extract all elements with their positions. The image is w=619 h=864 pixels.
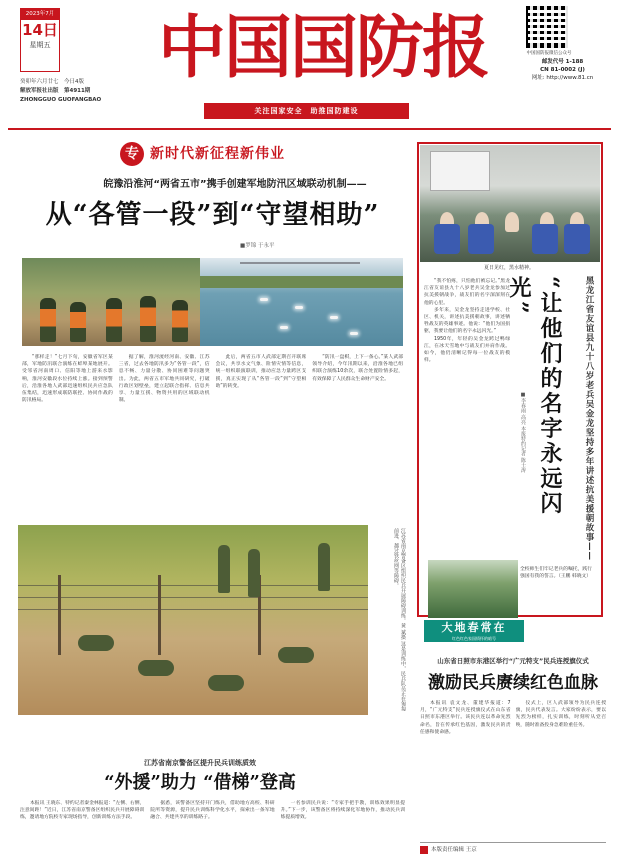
issue-weekday: 星期五 bbox=[29, 41, 51, 49]
training-photo-caption: 江苏省南京警备区组织民兵开展障碍训练。黄 斌摄 这是训练中，民兵队员正在匍匐前进、越过铁丝网等障碍。 bbox=[393, 528, 406, 712]
barbed-wire bbox=[18, 597, 368, 598]
feature-body bbox=[424, 278, 510, 568]
forest-photo bbox=[428, 560, 518, 618]
body-column: “防汛一盘棋，上下一条心。”某人武部领导介绍，今年汛期以来，沿淮各地已组织联合演练10余次，联合处置险情多起，有效保障了人民群众生命财产安全。 bbox=[312, 355, 403, 382]
edition-info bbox=[20, 78, 140, 105]
veteran-classroom-photo bbox=[420, 145, 600, 262]
body-column: 本报讯 袁文龙、董建华报道：7月，“广元特支”民兵连授旗仪式在山东省日照市东港区举行。该民兵连以革命先烈命名，旨在传承红色基因，激发民兵的责任感和使命感。 bbox=[420, 701, 511, 735]
publisher-line: 解放军报社出版 第4911期 bbox=[20, 88, 91, 94]
second-story-kicker: 江苏省南京警备区提升民兵训练质效 bbox=[144, 759, 256, 767]
feature-headline[interactable]: “让他们的名字永远闪光” bbox=[506, 276, 563, 517]
feature-closing: 全校师生们牢记老兵的嘱托，践行强国有我的誓言。（王鹏 韩晓文） bbox=[520, 567, 592, 580]
second-story-headline[interactable]: “外援”助力 “借梯”登高 bbox=[104, 772, 296, 793]
spring-banner-title: 大地春常在 bbox=[441, 621, 507, 634]
body-column: 此后，两省五市人武部定期召开联席会议，共享水文气象、险情灾情等信息，统一组织联演联训，推动应急力量跨区支援，真正实现了从“各管一段”到“守望相助”的转变。 bbox=[215, 355, 307, 389]
section-badge-icon: 专 bbox=[120, 142, 144, 166]
main-story-body bbox=[22, 354, 403, 472]
student-figure bbox=[468, 224, 494, 254]
soldier-figure bbox=[40, 298, 56, 342]
feature-kicker: 黑龙江省友谊县九十八岁老兵吴金龙坚持多年讲述抗美援朝故事—— bbox=[584, 276, 594, 561]
soldier-figure bbox=[106, 298, 122, 342]
masthead bbox=[8, 6, 611, 122]
soldier-figure bbox=[248, 549, 260, 597]
editor-credit: 本版责任编辑 王京 bbox=[431, 847, 477, 853]
crawling-soldier bbox=[78, 635, 114, 651]
issue-year-month: 2023年7月 bbox=[21, 9, 59, 20]
barbed-wire bbox=[18, 609, 368, 610]
fence-post bbox=[58, 575, 61, 655]
postal-code: 邮发代号 1-188 bbox=[541, 59, 584, 65]
soldier-figure bbox=[140, 296, 156, 342]
crawling-soldier bbox=[278, 647, 314, 663]
veteran-figure bbox=[505, 212, 519, 232]
body-column: 据了解，淮河流经河南、安徽、江苏三省，过去各地防汛多为“各管一段”，信息不畅、力量分散、协同困难等问题突出。为此，两省五市军地共同研究，打破行政区划壁垒，建立起联合指挥、信息共享、力量互援、物资共用的区域联动机制。 bbox=[118, 355, 210, 404]
bridge-shape bbox=[240, 262, 360, 268]
date-box bbox=[20, 8, 60, 72]
cn-number: CN 81-0002 (J) bbox=[540, 67, 585, 73]
soldier-figure bbox=[218, 545, 230, 593]
second-story-body bbox=[20, 800, 405, 858]
main-story-headline[interactable]: 从“各管一段”到“守望相助” bbox=[45, 200, 380, 230]
soldier-figure bbox=[318, 543, 330, 591]
boat-mark bbox=[260, 298, 268, 301]
publication-codes bbox=[514, 58, 611, 82]
newspaper-title: 中国国防报 bbox=[158, 8, 489, 88]
lunar-date: 癸卯年六月廿七 今日4版 bbox=[20, 79, 85, 85]
soldier-figure bbox=[70, 302, 86, 342]
river-bank bbox=[200, 276, 403, 288]
paragraph: 1950年，年轻的吴金龙跨过鸭绿江，在冰天雪地中与战友们并肩作战。如今，他仍清晰记得每一位战友的模样。 bbox=[424, 336, 510, 364]
main-story-byline: ■罗锦 于永平 bbox=[240, 243, 275, 249]
feature-photo-caption: 夏日见红，黑水精神。 bbox=[483, 265, 534, 271]
obstacle-training-photo bbox=[18, 525, 368, 715]
crawling-soldier bbox=[208, 675, 244, 691]
pinyin-title: ZHONGGUO GUOFANGBAO bbox=[20, 97, 102, 103]
student-figure bbox=[434, 224, 460, 254]
boat-mark bbox=[280, 326, 288, 329]
section-banner bbox=[120, 140, 380, 168]
soldier-figure bbox=[172, 300, 188, 342]
blackboard bbox=[430, 151, 490, 191]
section-title: 新时代新征程新伟业 bbox=[150, 146, 285, 162]
crawling-soldier bbox=[138, 660, 174, 676]
footer-square-icon bbox=[420, 846, 428, 854]
boat-mark bbox=[295, 306, 303, 309]
paragraph: 多年来，吴金龙坚持走进学校、社区、机关，讲述抗美援朝故事，讲述牺牲战友的英雄事迹。他说：“他们为国捐躯，我要让他们的名字永远闪光。” bbox=[424, 307, 510, 335]
slogan-bar: 关注国家安全 助推国防建设 bbox=[204, 103, 409, 119]
qr-code-pattern bbox=[526, 6, 568, 48]
spring-banner[interactable] bbox=[424, 620, 524, 642]
flood-drill-photo bbox=[22, 258, 200, 346]
main-story-kicker: 皖豫沿淮河“两省五市”携手创建军地防汛区域联动机制—— bbox=[103, 179, 367, 190]
issue-day: 14日 bbox=[22, 21, 58, 39]
spring-banner-subtitle: 红色红色家国情怀的暗号 bbox=[452, 636, 496, 641]
qr-caption: 中国国防报微信公众号 bbox=[526, 51, 572, 56]
paragraph: “我不怕疼，只怕他们被忘记。”黑龙江省友谊县九十八岁老兵吴金龙参加过抗美援朝战争，战友们的名字深深刻在他的心里。 bbox=[424, 279, 510, 306]
fence-post bbox=[158, 575, 161, 655]
body-column: 一名参训民兵说：“专家手把手教，训练效果明显提升。”下一步，该警备区将持续深化军地协作，推动民兵训练提质增效。 bbox=[280, 801, 405, 821]
river-boats-photo bbox=[200, 258, 403, 346]
body-column: 据悉，该警备区坚持开门练兵，借助地方高校、科研院所等资源，提升民兵训练科学化水平，探索出一条军地融合、共建共享的训练路子。 bbox=[150, 801, 275, 821]
body-column: 仪式上，区人武部领导为民兵连授旗，民兵代表发言。大家纷纷表示，要以先烈为榜样，扎实训练，时刻听从党召唤，随时准备投身急难险重任务。 bbox=[515, 701, 606, 728]
right-story-body bbox=[420, 700, 606, 838]
page-footer bbox=[420, 842, 606, 856]
website-link[interactable]: 网址: http://www.81.cn bbox=[531, 75, 594, 81]
barbed-wire bbox=[18, 585, 368, 586]
boat-mark bbox=[330, 316, 338, 319]
student-figure bbox=[532, 224, 558, 254]
student-figure bbox=[564, 224, 590, 254]
feature-byline: ■李春雨 高亮 本报特约记者 陈士涛 bbox=[520, 392, 526, 473]
body-column: 本报讯 王晓东、特约记者秦金林报道：“左侧、右侧，注意间距！”近日，江苏省南京警备区组织民兵开展障碍训练，邀请地方院校专家现场指导，创新训练方法手段。 bbox=[20, 801, 145, 821]
masthead-divider bbox=[8, 128, 611, 130]
body-column: “那样走！”七月下旬，安徽省军区某部，军地防汛联合演练在蚌埠某地展开。受邻省河南周口、信阳等地上游来水影响，淮河安徽段水位持续上涨。接到预警后，沿淮各地人武部迅速组织民兵应急队伍集结，迅速形成联防联控、协同作战的防汛格局。 bbox=[22, 355, 113, 404]
right-story-kicker: 山东省日照市东港区举行“广元特支”民兵连授旗仪式 bbox=[437, 657, 589, 665]
boat-mark bbox=[350, 332, 358, 335]
right-story-headline[interactable]: 激励民兵赓续红色血脉 bbox=[428, 673, 598, 693]
